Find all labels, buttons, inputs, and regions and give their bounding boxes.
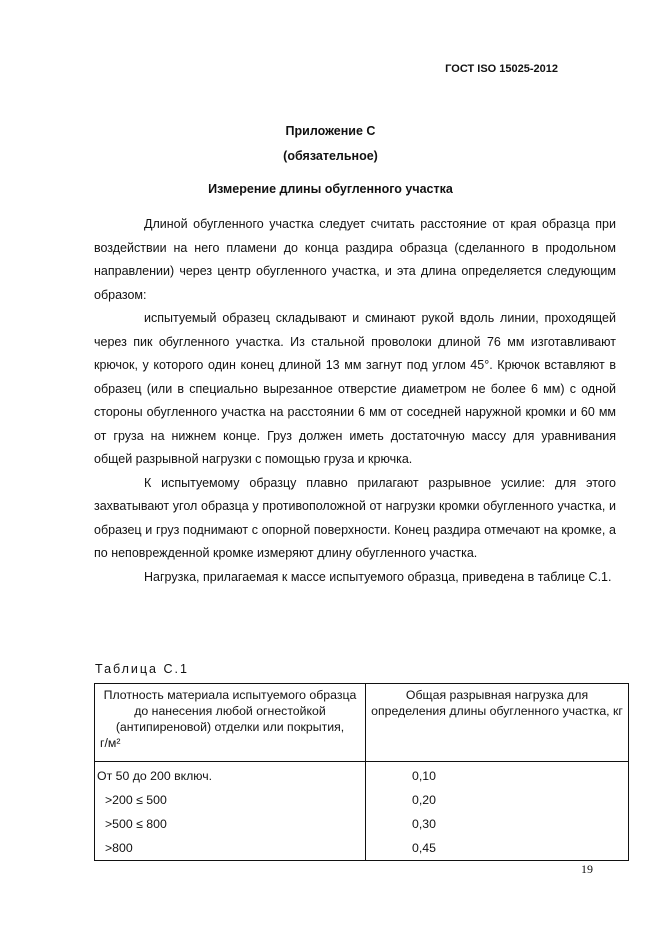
- page-number: 19: [581, 862, 593, 876]
- load-table: [94, 683, 629, 861]
- table-row: [95, 788, 629, 812]
- paragraph: испытуемый образец складывают и сминают рукой вдоль линии, проходящей через пик обугленного участка. Из стальной проволоки длиной 76 мм изготавливают крючок, у которого один конец длиной 13 мм загнут под углом 45°. Крючок вставляют в образец (или в специально вырезанное отверстие диаметром не более 6 мм) с одной стороны обугленного участка на расстоянии 6 мм от соседней наружной кромки и 60 мм от груза на нижнем конце. Груз должен иметь достаточную массу для уравнивания общей разрывной нагрузки с помощью груза и крючка.: [94, 311, 616, 466]
- load-cell: 0,20: [366, 788, 629, 812]
- appendix-title: Приложение С: [285, 124, 376, 138]
- paragraph: Нагрузка, прилагаемая к массе испытуемого образца, приведена в таблице С.1.: [144, 569, 612, 584]
- header-density-text: Плотность материала испытуемого образца до нанесения любой огнестойкой (антипиреновой) отделки или покрытия,: [103, 688, 357, 734]
- load-cell: 0,10: [366, 762, 629, 789]
- density-cell: От 50 до 200 включ.: [95, 762, 366, 789]
- table-row: [95, 836, 629, 861]
- header-density-unit: г/м²: [100, 736, 121, 750]
- header-load: Общая разрывная нагрузка для определения длины обугленного участка, кг: [366, 684, 629, 762]
- header-density: [95, 684, 366, 762]
- table-header-row: [95, 684, 629, 762]
- body-text: [94, 213, 616, 589]
- load-cell: 0,45: [366, 836, 629, 861]
- load-cell: 0,30: [366, 812, 629, 836]
- density-cell: >800: [95, 836, 366, 861]
- document-header: ГОСТ ISO 15025-2012: [445, 63, 558, 75]
- density-cell: >500 ≤ 800: [95, 812, 366, 836]
- paragraph: К испытуемому образцу плавно прилагают разрывное усилие: для этого захватывают угол образца у противоположной от нагрузки кромки обугленного участка, и образец и груз поднимают с опорной поверхности. Конец раздира отмечают на кромке, а по неповрежденной кромке измеряют длину обугленного участка.: [94, 475, 616, 560]
- table-row: [95, 812, 629, 836]
- table-caption: Таблица С.1: [95, 662, 189, 676]
- section-heading: Измерение длины обугленного участка: [208, 182, 453, 196]
- table-row: [95, 762, 629, 789]
- appendix-status: (обязательное): [283, 149, 378, 163]
- density-cell: >200 ≤ 500: [95, 788, 366, 812]
- paragraph: Длиной обугленного участка следует считать расстояние от края образца при воздействии на него пламени до конца раздира образца (сделанного в продольном направлении) через центр обугленного участка, и эта длина определяется следующим образом:: [94, 217, 616, 302]
